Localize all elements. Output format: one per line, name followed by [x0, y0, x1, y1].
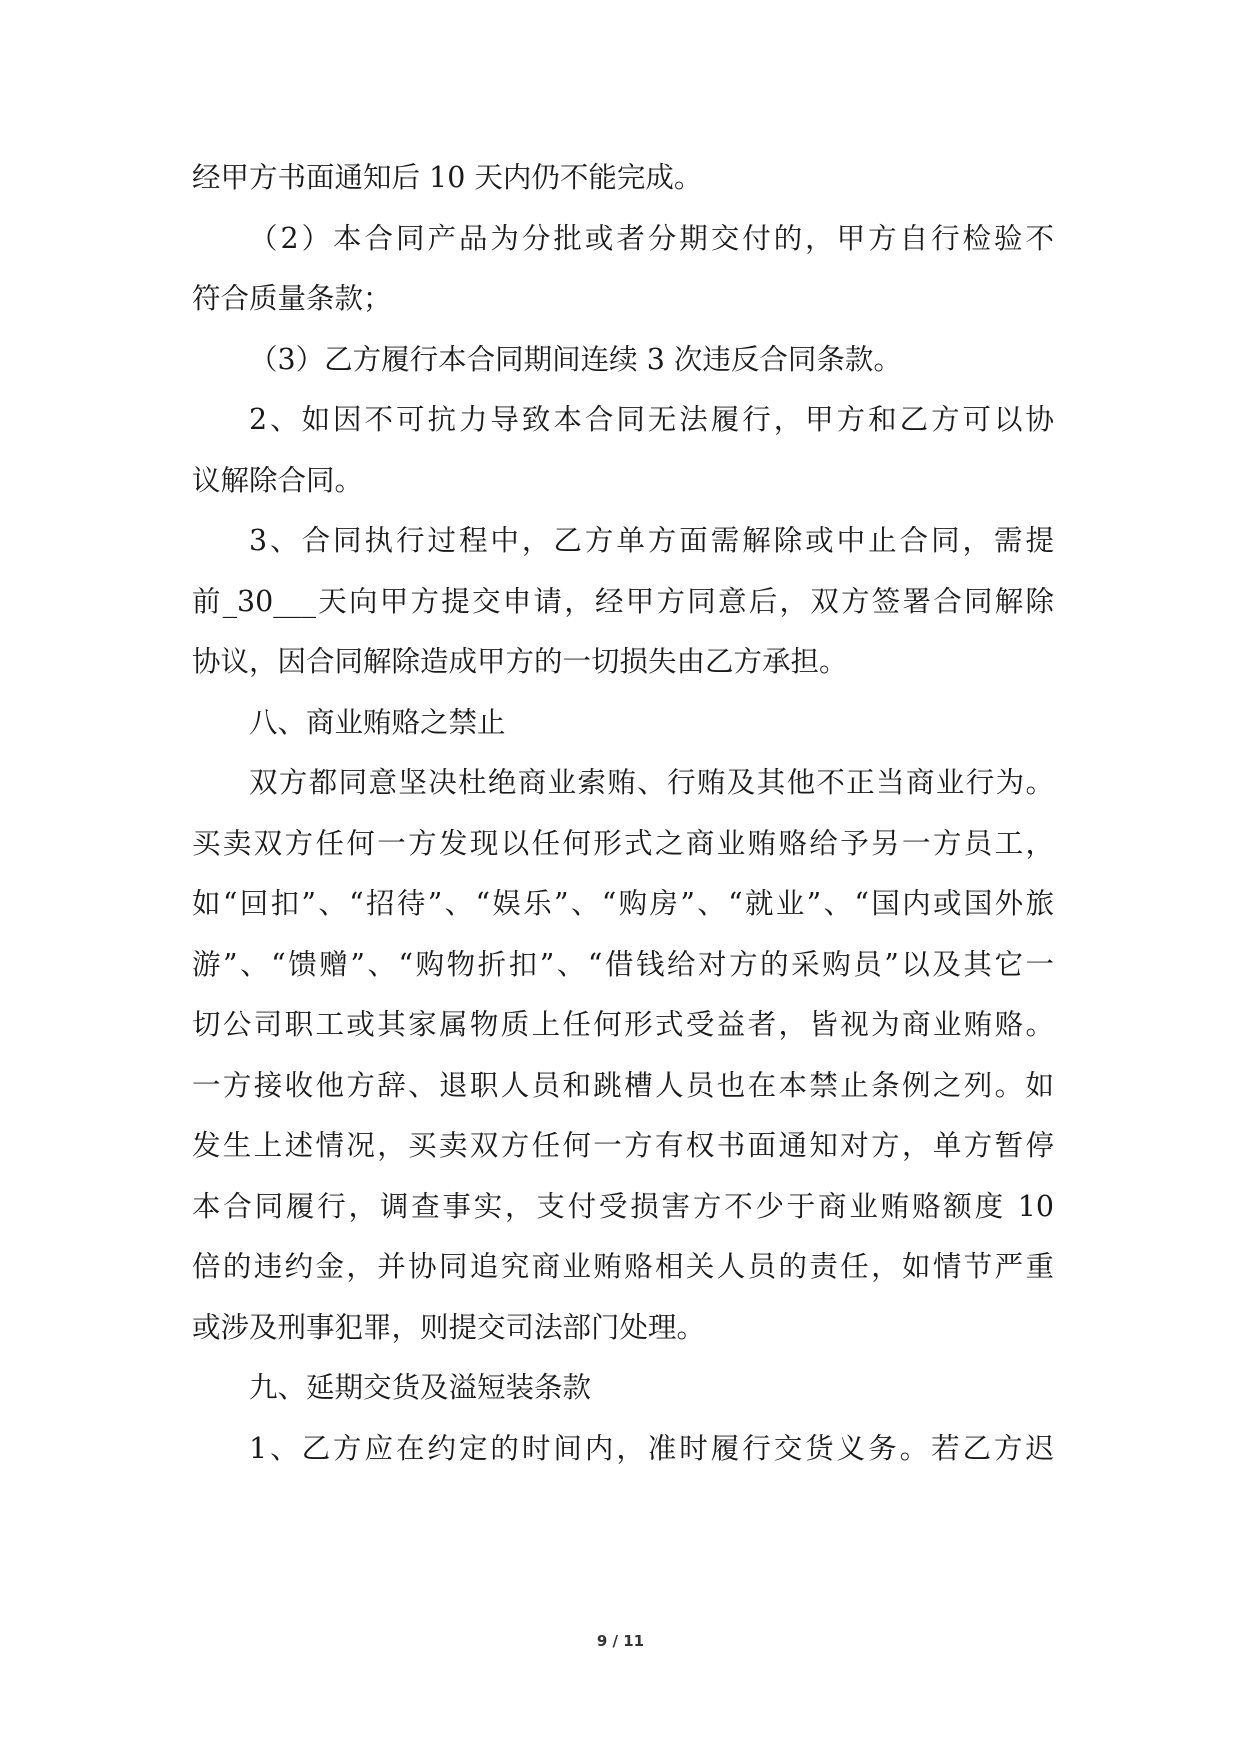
- document-body: [192, 148, 1054, 1479]
- text-line-18: 本合同履行，调查事实，支付受损害方不少于商业贿赂额度 10: [192, 1189, 1054, 1223]
- text-line-14: 游”、“馈赠”、“购物折扣”、“借钱给对方的采购员”以及其它一: [192, 947, 1054, 981]
- text-line-16: 一方接收他方辞、退职人员和跳槽人员也在本禁止条例之列。如: [192, 1068, 1054, 1102]
- text-line-9: 协议，因合同解除造成甲方的一切损失由乙方承担。: [192, 645, 848, 678]
- text-line-2: （2）本合同产品为分批或者分期交付的，甲方自行检验不: [249, 221, 1054, 255]
- text-line-15: 切公司职工或其家属物质上任何形式受益者，皆视为商业贿赂。: [192, 1008, 1054, 1041]
- text-line-4: （3）乙方履行本合同期间连续 3 次违反合同条款。: [249, 342, 902, 376]
- text-line-8: 前_30___天向甲方提交申请，经甲方同意后，双方签署合同解除: [192, 584, 1054, 618]
- text-line-13: 如“回扣”、“招待”、“娱乐”、“购房”、“就业”、“国内或国外旅: [192, 887, 1054, 920]
- text-line-7: 3、合同执行过程中，乙方单方面需解除或中止合同，需提: [249, 524, 1054, 557]
- text-line-1: 经甲方书面通知后 10 天内仍不能完成。: [192, 161, 703, 194]
- section-heading-8: 八、商业贿赂之禁止: [249, 705, 506, 739]
- text-line-3: 符合质量条款；: [192, 282, 392, 315]
- text-line-20: 或涉及刑事犯罪，则提交司法部门处理。: [192, 1310, 706, 1344]
- section-heading-9: 九、延期交货及溢短装条款: [249, 1371, 592, 1404]
- text-line-12: 买卖双方任何一方发现以任何形式之商业贿赂给予另一方员工，: [192, 826, 1054, 860]
- page-number: 9 / 11: [596, 1632, 645, 1650]
- text-line-6: 议解除合同。: [192, 463, 364, 497]
- text-line-5: 2、如因不可抗力导致本合同无法履行，甲方和乙方可以协: [249, 403, 1054, 436]
- text-line-19: 倍的违约金，并协同追究商业贿赂相关人员的责任，如情节严重: [192, 1250, 1054, 1283]
- text-line-17: 发生上述情况，买卖双方任何一方有权书面通知对方，单方暂停: [192, 1129, 1054, 1162]
- text-line-11: 双方都同意坚决杜绝商业索贿、行贿及其他不正当商业行为。: [249, 766, 1054, 799]
- text-line-22: 1、乙方应在约定的时间内，准时履行交货义务。若乙方迟: [249, 1431, 1054, 1465]
